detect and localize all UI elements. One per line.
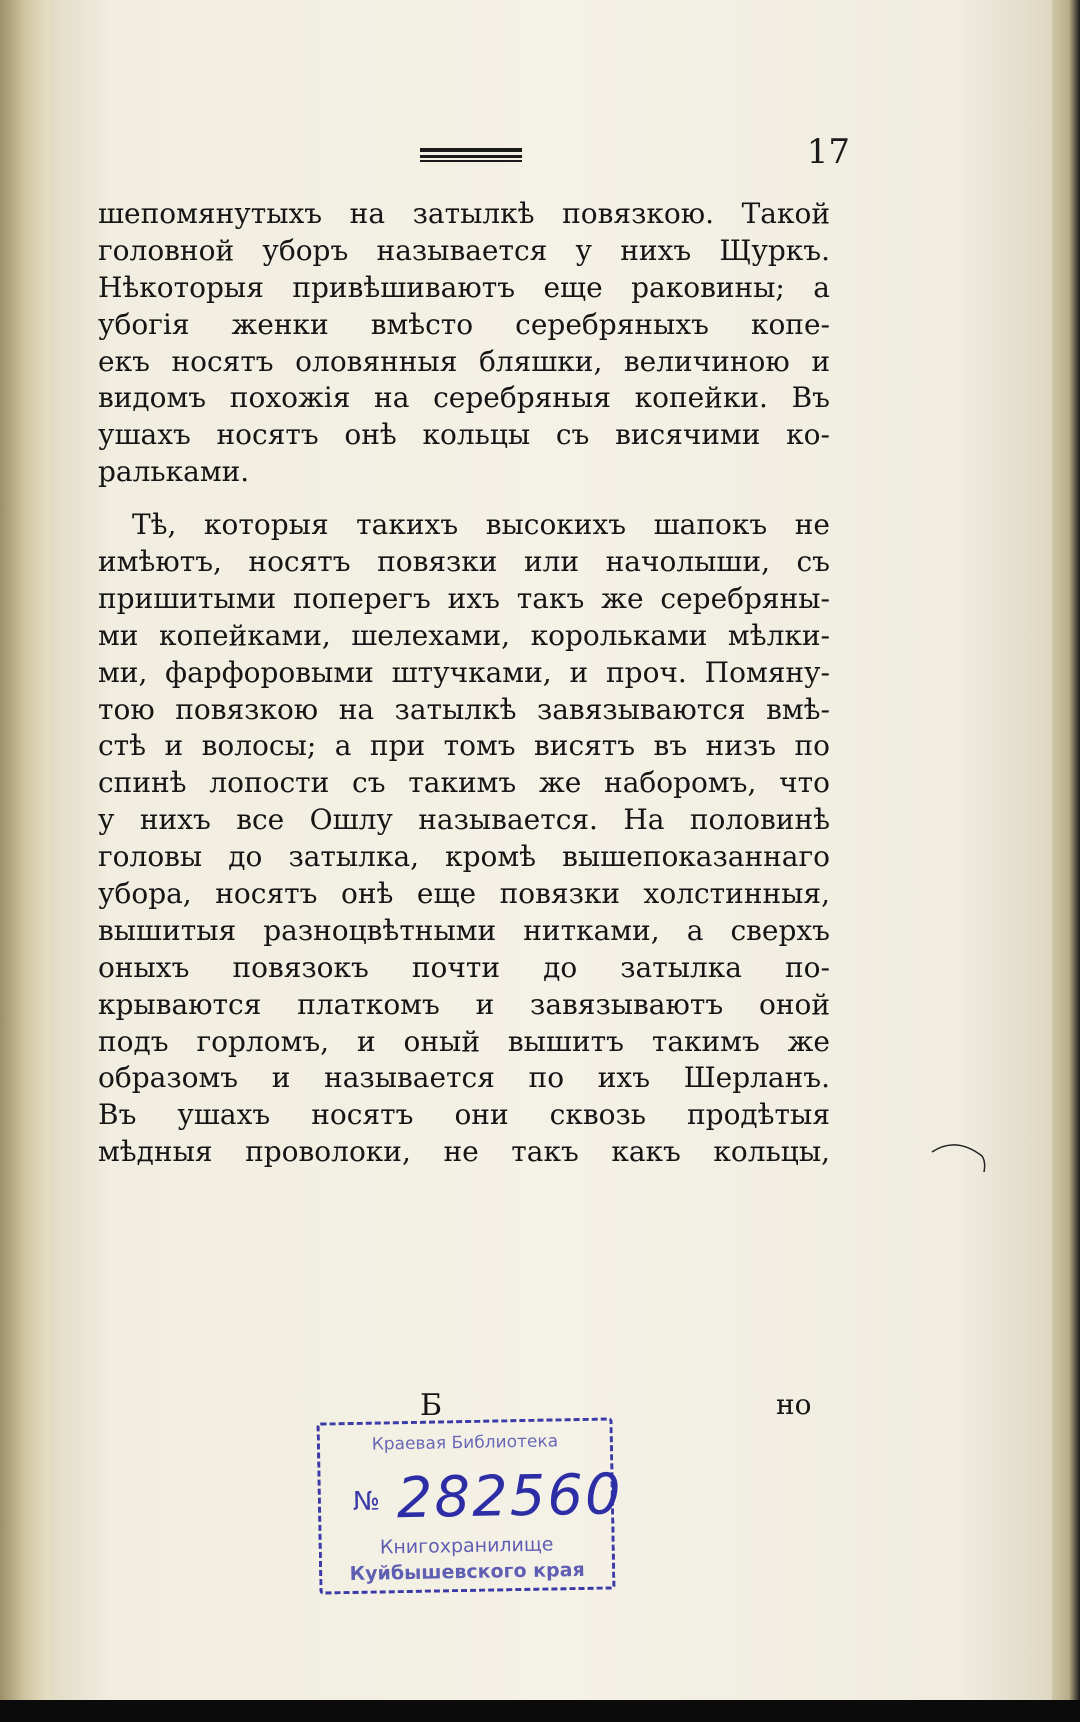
text-line: ушахъ носятъ онѣ кольцы съ висячими ко- [98,418,830,452]
text-line: имѣютъ, носятъ повязки или начолыши, съ [98,545,830,579]
text-line: вышитыя разноцвѣтными нитками, а сверхъ [98,913,830,947]
catchword: но [776,1388,812,1421]
text-line: крываются платкомъ и завязываютъ оной [98,987,830,1021]
stamp-number-label: № [352,1486,381,1517]
text-line: пришитыми поперегъ ихъ такъ же серебряны- [98,581,830,615]
stamp-region: Куйбышевского края [349,1558,585,1586]
stamp-number-box [340,1461,624,1535]
text-line: мѣдныя проволоки, не такъ какъ кольцы, [98,1135,830,1169]
text-line: шепомянутыхъ на затылкѣ повязкою. Такой [98,197,830,230]
text-line: образомъ и называется по ихъ Шерланъ. [98,1061,830,1095]
text-line: убогія женки вмѣсто серебряныхъ копе- [98,307,830,341]
text-line: стѣ и волосы; а при томъ висятъ въ низъ по [98,729,830,763]
text-line: у нихъ все Ошлу называется. На половинѣ [98,803,830,837]
text-line: екъ носятъ оловянныя бляшки, величиною и [98,344,830,378]
body-text [98,196,830,1171]
text-line: Нѣкоторыя привѣшиваютъ еще раковины; а [98,270,830,304]
text-line: спинѣ лопости съ такимъ же наборомъ, что [98,766,830,800]
page-number: 17 [806,132,850,172]
text-line: головной уборъ называется у нихъ Щуркъ. [98,233,830,267]
page-edge [1052,0,1080,1700]
book-spine [0,0,60,1700]
stamp-department: Книгохранилище [379,1533,554,1559]
scan-border [0,1700,1080,1722]
text-line: тою повязкою на затылкѣ завязываются вмѣ- [98,692,830,726]
stamp-library-name: Краевая Библиотека [371,1431,559,1455]
text-line: убора, носятъ онѣ еще повязки холстинныя, [98,877,830,911]
text-line: оныхъ повязокъ почти до затылка по- [98,950,830,984]
pencil-mark [930,1138,990,1178]
text-line: ми, фарфоровыми штучками, и проч. Помяну- [98,655,830,689]
stamp-inventory-number: 282560 [396,1462,624,1532]
paragraph-first-line: Тѣ, которыя такихъ высокихъ шапокъ не [132,508,830,542]
header-ornament-rule [420,148,522,162]
text-line: головы до затылка, кромѣ вышепоказаннаго [98,840,830,874]
text-line: ральками. [98,455,250,489]
text-line: видомъ похожія на серебряныя копейки. Въ [98,381,830,415]
library-stamp [317,1417,624,1594]
signature-mark: Б [420,1388,443,1423]
text-line: Въ ушахъ носятъ они сквозь продѣтыя [98,1098,830,1132]
text-line: ми копейками, шелехами, корольками мѣлки- [98,618,830,652]
text-line: подъ горломъ, и оный вышитъ такимъ же [98,1024,830,1058]
